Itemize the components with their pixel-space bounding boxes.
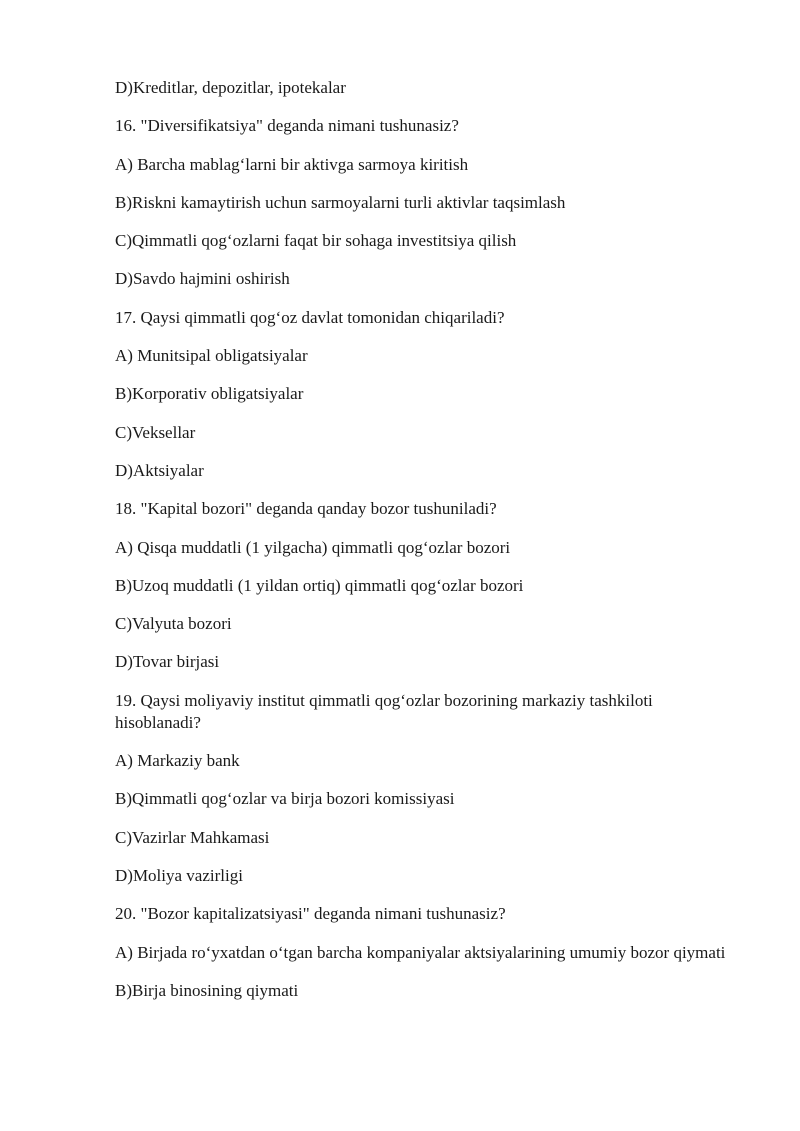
question-17: 17. Qaysi qimmatli qog‘oz davlat tomonidan chiqariladi? [115,307,505,327]
option-a-q20: A) Birjada ro‘yxatdan o‘tgan barcha kompaniyalar aktsiyalarining umumiy bozor qiymati [115,942,726,962]
option-b-q16: B)Riskni kamaytirish uchun sarmoyalarni turli aktivlar taqsimlash [115,192,566,212]
question-20: 20. "Bozor kapitalizatsiyasi" deganda nimani tushunasiz? [115,904,506,924]
option-c-q17: C)Veksellar [115,422,196,442]
option-b-q17: B)Korporativ obligatsiyalar [115,384,304,404]
option-c-q16: C)Qimmatli qog‘ozlarni faqat bir sohaga investitsiya qilish [115,231,517,251]
option-a-q19: A) Markaziy bank [115,751,240,771]
document-body [115,77,730,1018]
option-a-q18: A) Qisqa muddatli (1 yilgacha) qimmatli qog‘ozlar bozori [115,537,511,557]
option-a-q16: A) Barcha mablag‘larni bir aktivga sarmoya kiritish [115,154,469,174]
option-c-q19: C)Vazirlar Mahkamasi [115,827,270,847]
option-d-q19: D)Moliya vazirligi [115,865,243,885]
option-d-q17: D)Aktsiyalar [115,460,204,480]
option-d-q16: D)Savdo hajmini oshirish [115,269,290,289]
question-16: 16. "Diversifikatsiya" deganda nimani tushunasiz? [115,116,459,136]
option-c-q18: C)Valyuta bozori [115,614,232,634]
option-b-q19: B)Qimmatli qog‘ozlar va birja bozori komissiyasi [115,789,455,809]
option-d-q18: D)Tovar birjasi [115,652,220,672]
option-d-q15: D)Kreditlar, depozitlar, ipotekalar [115,78,346,97]
option-b-q18: B)Uzoq muddatli (1 yildan ortiq) qimmatli qog‘ozlar bozori [115,575,524,595]
question-19: 19. Qaysi moliyaviy institut qimmatli qog‘ozlar bozorining markaziy tashkiloti hisoblanadi? [115,690,653,732]
option-a-q17: A) Munitsipal obligatsiyalar [115,346,308,366]
option-b-q20: B)Birja binosining qiymati [115,980,299,1000]
question-18: 18. "Kapital bozori" deganda qanday bozor tushuniladi? [115,499,497,519]
